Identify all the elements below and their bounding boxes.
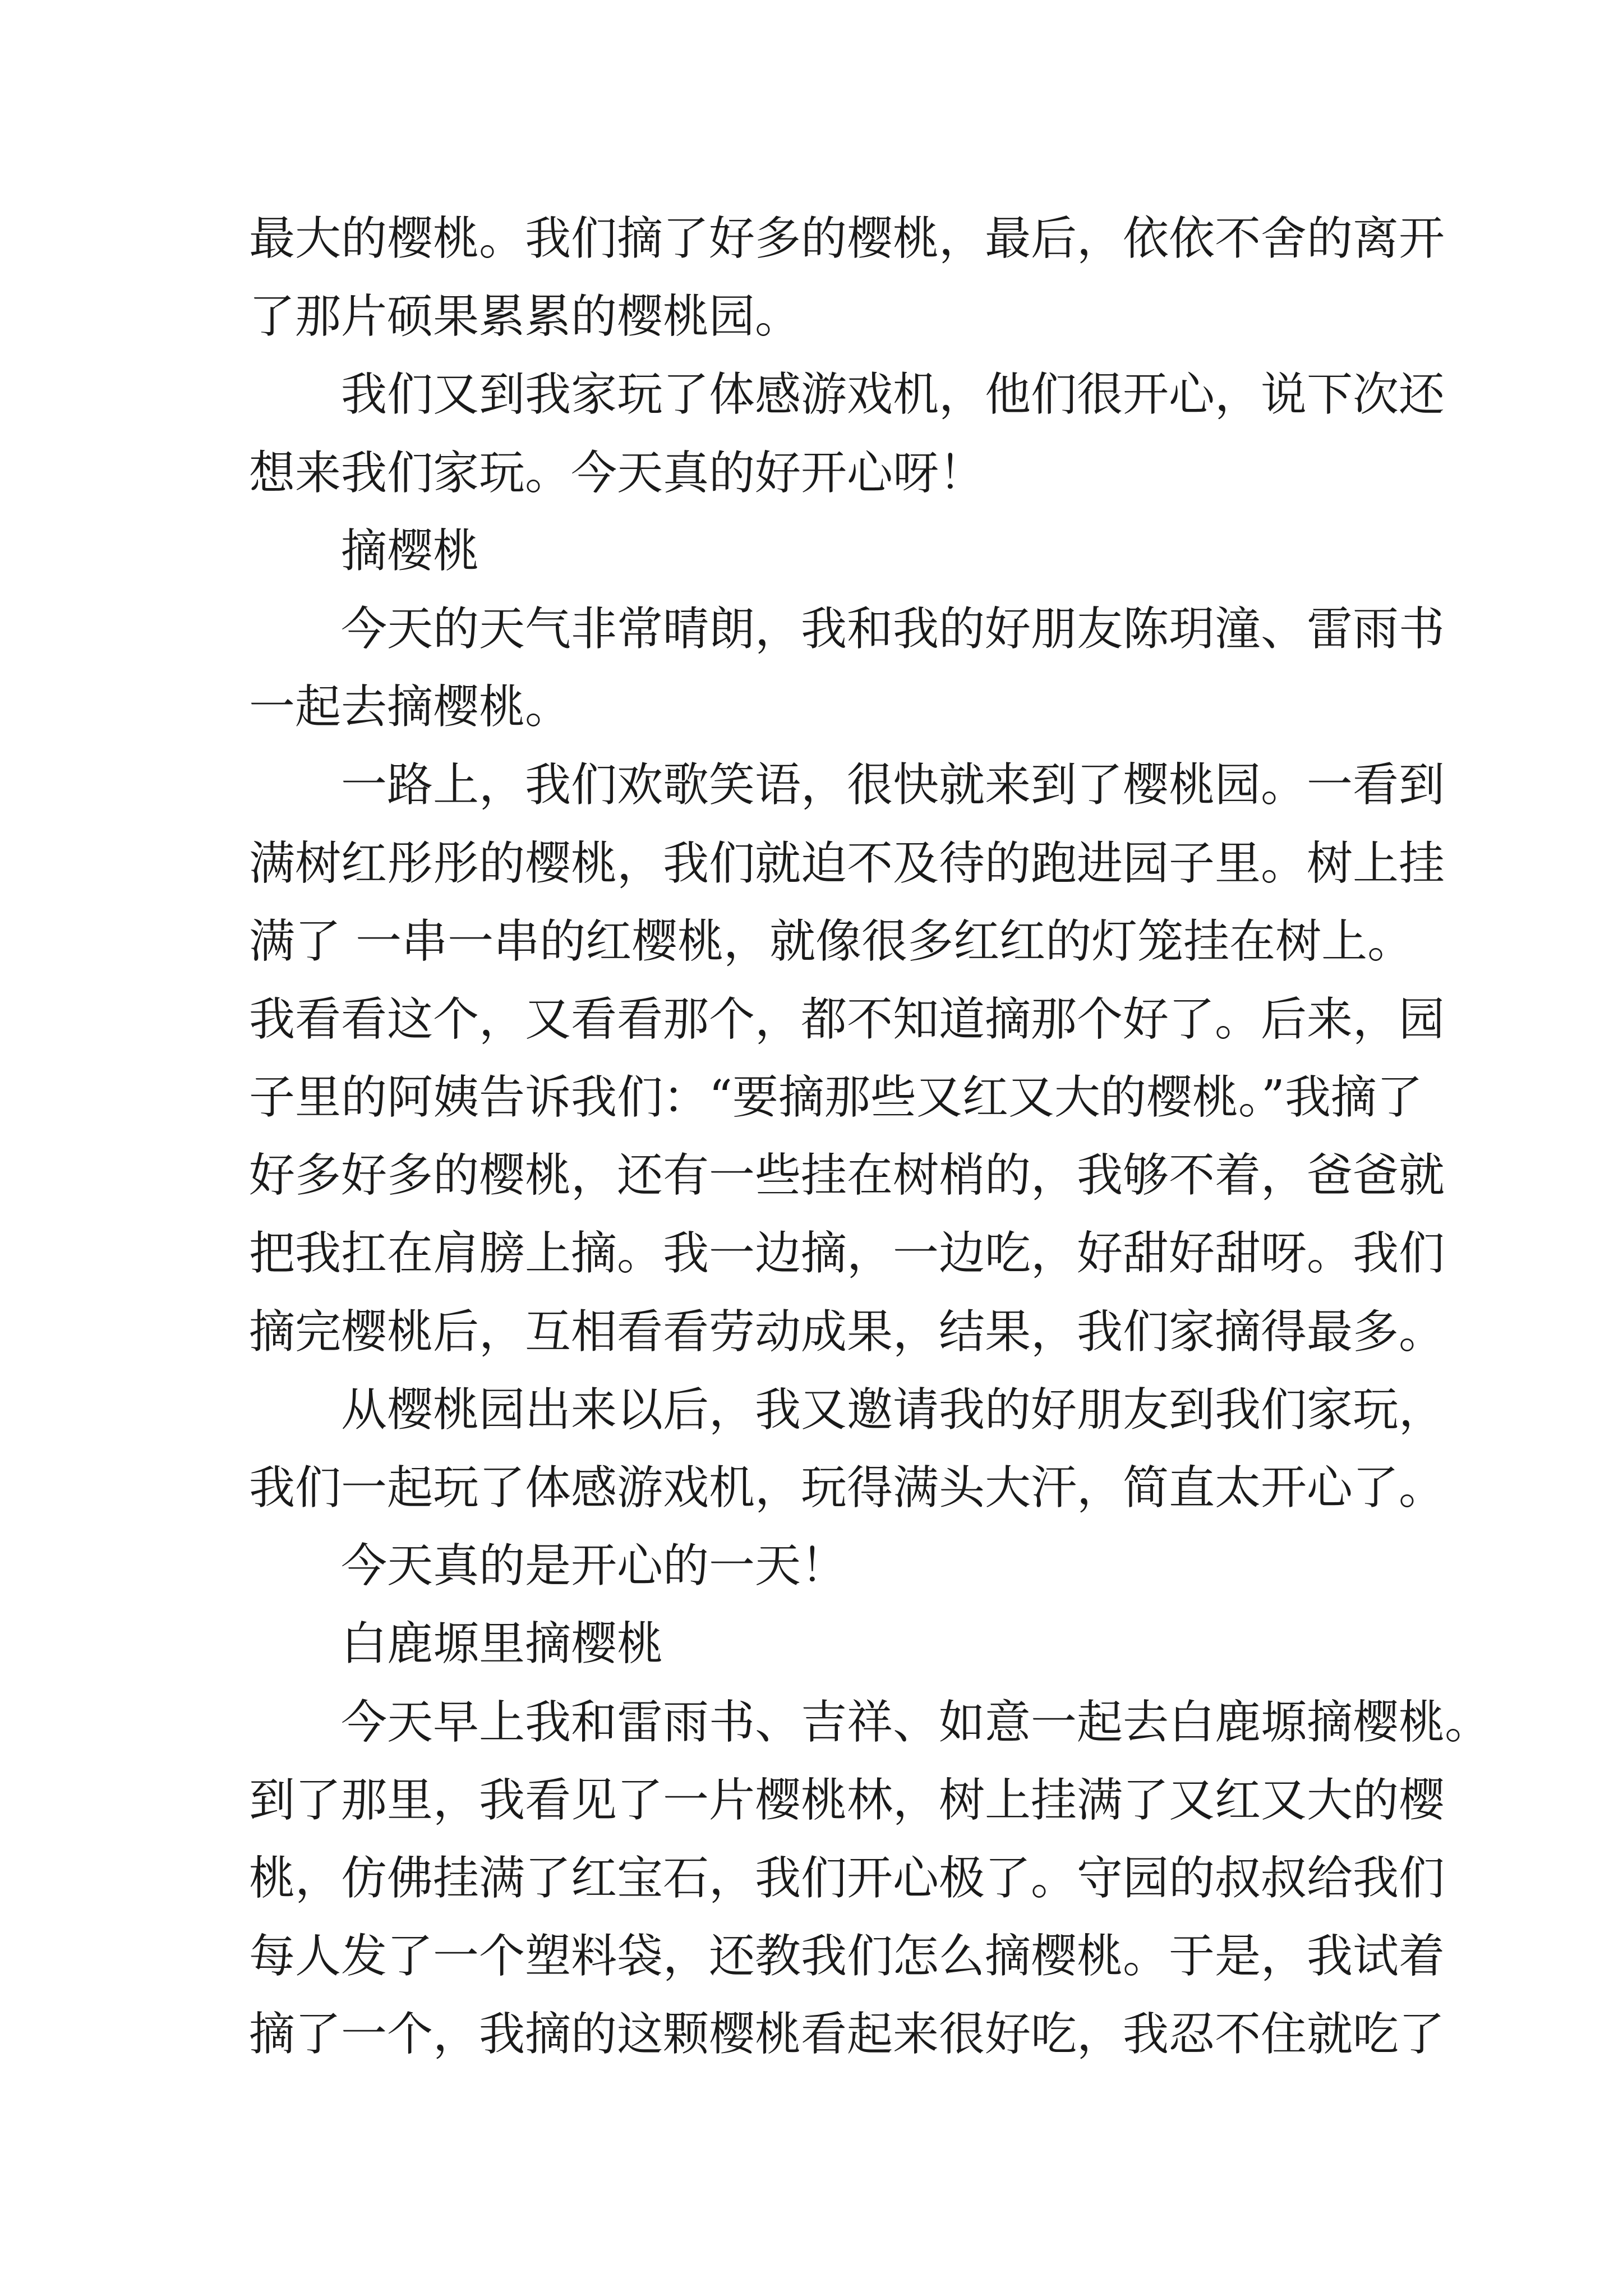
text-line: 想来我们家玩。今天真的好开心呀！ (249, 446, 985, 500)
text-line: 我看看这个，又看看那个，都不知道摘那个好了。后来，园 (249, 992, 1445, 1046)
text-line: 摘完樱桃后，互相看看劳动成果，结果，我们家摘得最多。 (249, 1305, 1445, 1359)
text-line: 把我扛在肩膀上摘。我一边摘，一边吃，好甜好甜呀。我们 (249, 1227, 1445, 1281)
text-line: 我们又到我家玩了体感游戏机，他们很开心，说下次还 (341, 368, 1445, 422)
text-line: 每人发了一个塑料袋，还教我们怎么摘樱桃。于是，我试着 (249, 1930, 1445, 1984)
text-line: 从樱桃园出来以后，我又邀请我的好朋友到我们家玩， (341, 1383, 1445, 1437)
text-line: 一起去摘樱桃。 (249, 680, 571, 734)
text-line: 摘了一个，我摘的这颗樱桃看起来很好吃，我忍不住就吃了 (249, 2008, 1445, 2062)
document-body (249, 200, 1491, 2074)
text-line: 摘樱桃 (341, 524, 479, 578)
text-line: 满了 一串一串的红樱桃，就像很多红红的灯笼挂在树上。 (249, 914, 1414, 968)
text-line: 我们一起玩了体感游戏机，玩得满头大汗，简直太开心了。 (249, 1461, 1445, 1515)
text-line: 今天的天气非常晴朗，我和我的好朋友陈玥潼、雷雨书 (341, 602, 1445, 656)
text-line: 今天真的是开心的一天！ (341, 1539, 847, 1593)
text-line: 一路上，我们欢歌笑语，很快就来到了樱桃园。一看到 (341, 758, 1445, 812)
text-line: 白鹿塬里摘樱桃 (341, 1617, 663, 1671)
text-line: 了那片硕果累累的樱桃园。 (249, 290, 801, 344)
text-line: 好多好多的樱桃，还有一些挂在树梢的，我够不着，爸爸就 (249, 1149, 1445, 1203)
text-line: 满树红彤彤的樱桃，我们就迫不及待的跑进园子里。树上挂 (249, 836, 1445, 890)
text-line: 到了那里，我看见了一片樱桃林，树上挂满了又红又大的樱 (249, 1773, 1445, 1827)
text-line: 今天早上我和雷雨书、吉祥、如意一起去白鹿塬摘樱桃。 (341, 1695, 1491, 1749)
text-line: 最大的樱桃。我们摘了好多的樱桃，最后，依依不舍的离开 (249, 212, 1445, 265)
text-line: 桃，仿佛挂满了红宝石，我们开心极了。守园的叔叔给我们 (249, 1851, 1445, 1905)
text-line: 子里的阿姨告诉我们：“要摘那些又红又大的樱桃。”我摘了 (249, 1071, 1423, 1125)
